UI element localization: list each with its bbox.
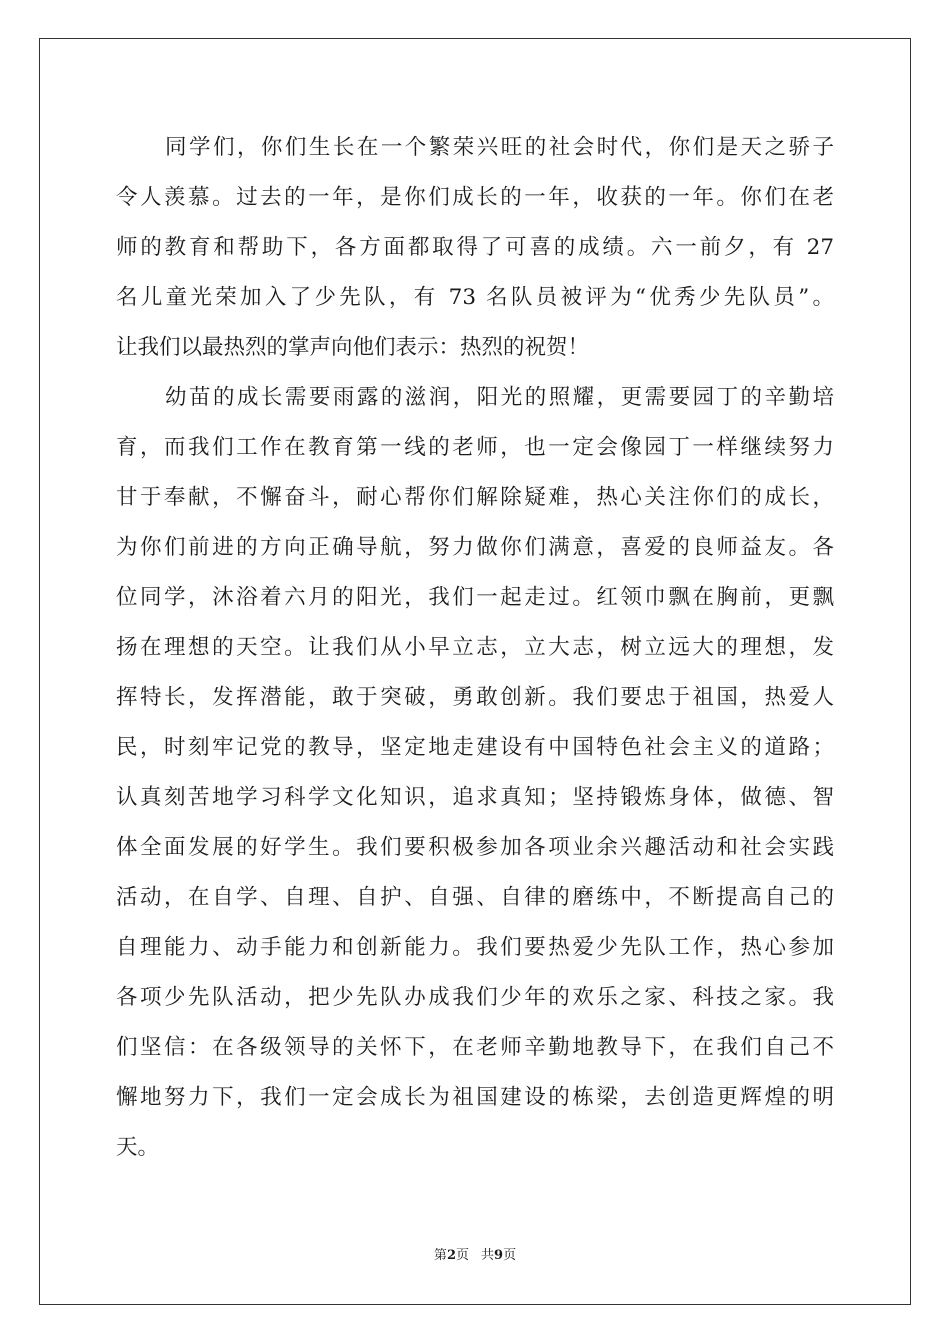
text-line: 令人羡慕。过去的一年，是你们成长的一年，收获的一年。你们在老	[116, 185, 834, 210]
page-footer	[0, 1247, 950, 1265]
text-line: 同学们，你们生长在一个繁荣兴旺的社会时代，你们是天之骄子	[165, 135, 834, 160]
text-line: 挥特长，发挥潜能，敢于突破，勇敢创新。我们要忠于祖国，热爱人	[116, 685, 834, 710]
text-line: 体全面发展的好学生。我们要积极参加各项业余兴趣活动和社会实践	[116, 835, 834, 860]
text-line: 们坚信：在各级领导的关怀下，在老师辛勤地教导下，在我们自己不	[116, 1035, 834, 1060]
text-line: 活动，在自学、自理、自护、自强、自律的磨练中，不断提高自己的	[116, 885, 834, 910]
text-line: 扬在理想的天空。让我们从小早立志，立大志，树立远大的理想，发	[116, 635, 834, 660]
text-line: 各项少先队活动，把少先队办成我们少年的欢乐之家、科技之家。我	[116, 985, 834, 1010]
text-line: 自理能力、动手能力和创新能力。我们要热爱少先队工作，热心参加	[116, 935, 834, 960]
text-line: 位同学，沐浴着六月的阳光，我们一起走过。红领巾飘在胸前，更飘	[116, 585, 834, 610]
page-suffix: 页	[455, 1248, 469, 1263]
text-line: 幼苗的成长需要雨露的滋润，阳光的照耀，更需要园丁的辛勤培	[165, 385, 834, 410]
page-number: 2	[446, 1248, 456, 1263]
text-line: 育，而我们工作在教育第一线的老师，也一定会像园丁一样继续努力	[116, 435, 834, 460]
text-line: 为你们前进的方向正确导航，努力做你们满意，喜爱的良师益友。各	[116, 535, 834, 560]
total-prefix: 共	[481, 1248, 495, 1263]
text-line: 民，时刻牢记党的教导，坚定地走建设有中国特色社会主义的道路；	[116, 735, 834, 760]
total-suffix: 页	[503, 1248, 517, 1263]
text-line: 名儿童光荣加入了少先队，有 73 名队员被评为“优秀少先队员”。	[116, 285, 834, 310]
page-prefix: 第	[433, 1248, 447, 1263]
text-line: 天。	[116, 1135, 160, 1160]
text-line: 师的教育和帮助下，各方面都取得了可喜的成绩。六一前夕，有 27	[116, 235, 834, 260]
text-line: 懈地努力下，我们一定会成长为祖国建设的栋梁，去创造更辉煌的明	[116, 1085, 834, 1110]
text-line: 认真刻苦地学习科学文化知识，追求真知；坚持锻炼身体，做德、智	[116, 785, 834, 810]
text-line: 让我们以最热烈的掌声向他们表示：热烈的祝贺！	[116, 335, 590, 360]
text-line: 甘于奉献，不懈奋斗，耐心帮你们解除疑难，热心关注你们的成长，	[116, 485, 834, 510]
page-total: 9	[494, 1248, 504, 1263]
